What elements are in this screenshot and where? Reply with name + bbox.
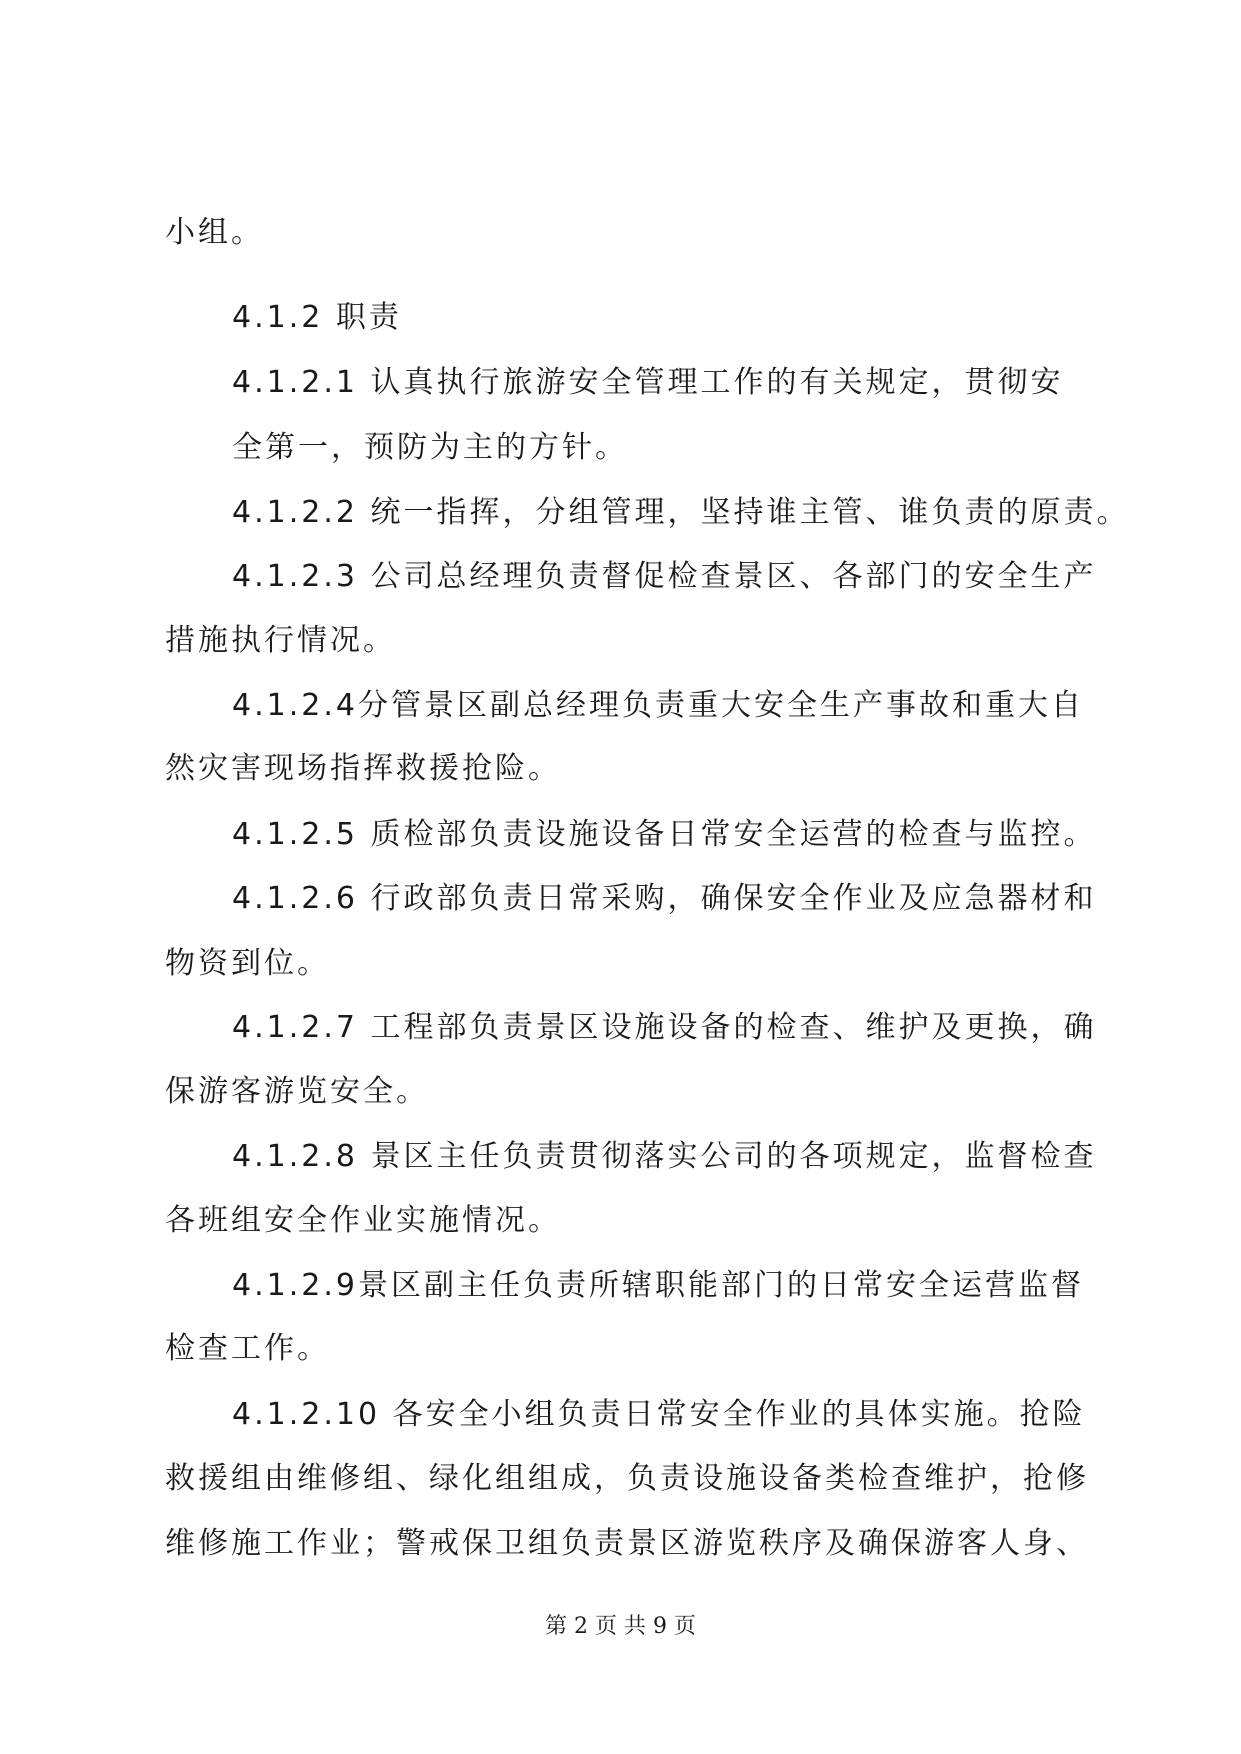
clause-continuation: 然灾害现场指挥救援抢险。 xyxy=(165,751,561,786)
clause-line: 4.1.2.4分管景区副总经理负责重大安全生产事故和重大自 xyxy=(232,688,1084,723)
clause-line: 4.1.2.5 质检部负责设施设备日常安全运营的检查与监控。 xyxy=(232,817,1097,852)
clause-continuation: 检查工作。 xyxy=(165,1331,330,1366)
clause-line: 4.1.2.1 认真执行旅游安全管理工作的有关规定，贯彻安 xyxy=(232,365,1064,400)
text-line: 小组。 xyxy=(165,215,264,250)
clause-line: 4.1.2.8 景区主任负责贯彻落实公司的各项规定，监督检查 xyxy=(232,1139,1097,1174)
clause-line: 4.1.2.9景区副主任负责所辖职能部门的日常安全运营监督 xyxy=(232,1268,1084,1303)
clause-continuation: 全第一，预防为主的方针。 xyxy=(232,430,628,465)
clause-line: 4.1.2.7 工程部负责景区设施设备的检查、维护及更换，确 xyxy=(232,1010,1097,1045)
clause-continuation: 保游客游览安全。 xyxy=(165,1074,429,1109)
section-heading: 4.1.2 职责 xyxy=(232,300,402,335)
clause-line: 4.1.2.10 各安全小组负责日常安全作业的具体实施。抢险 xyxy=(232,1397,1086,1432)
clause-continuation: 维修施工作业；警戒保卫组负责景区游览秩序及确保游客人身、 xyxy=(165,1526,1089,1561)
clause-line: 4.1.2.2 统一指挥，分组管理，坚持谁主管、谁负责的原责。 xyxy=(232,495,1130,530)
clause-line: 4.1.2.6 行政部负责日常采购，确保安全作业及应急器材和 xyxy=(232,881,1097,916)
clause-line: 4.1.2.3 公司总经理负责督促检查景区、各部门的安全生产 xyxy=(232,559,1097,594)
clause-continuation: 物资到位。 xyxy=(165,946,330,981)
page-number: 第 2 页 共 9 页 xyxy=(545,1614,696,1639)
clause-continuation: 救援组由维修组、绿化组组成，负责设施设备类检查维护，抢修 xyxy=(165,1461,1089,1496)
clause-continuation: 各班组安全作业实施情况。 xyxy=(165,1203,561,1238)
clause-continuation: 措施执行情况。 xyxy=(165,623,396,658)
